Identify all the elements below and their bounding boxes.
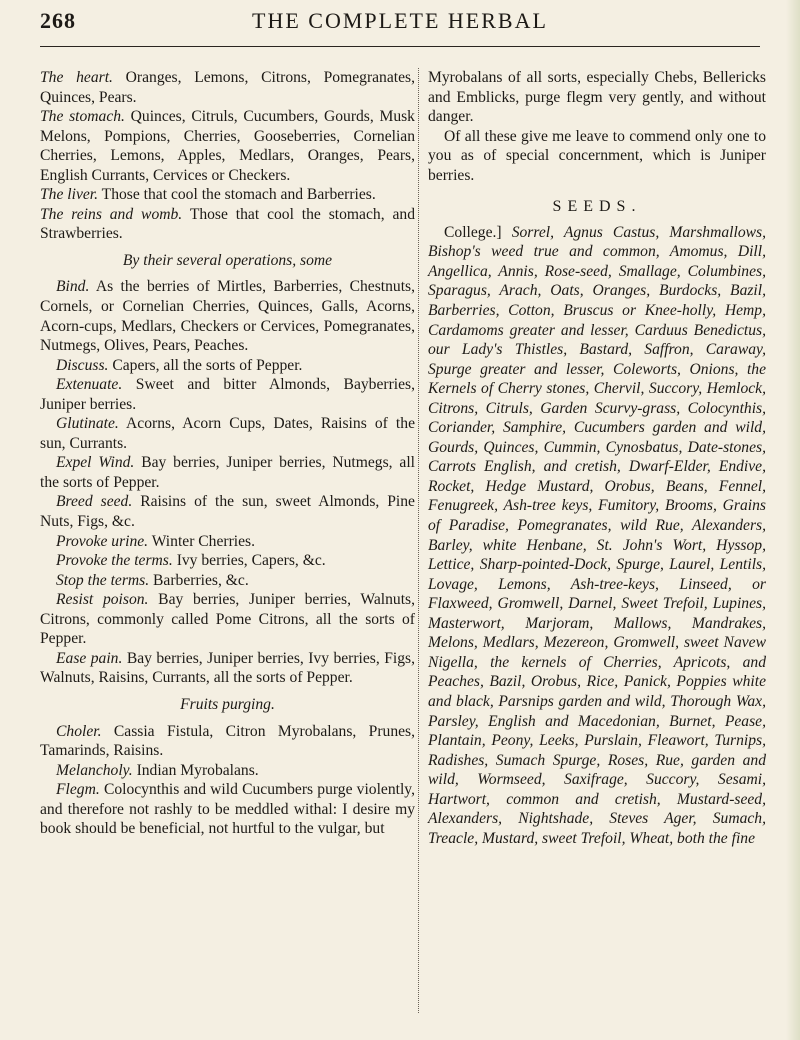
entry-melancholy: Melancholy. Indian Myrobalans. — [56, 761, 259, 779]
left-column — [40, 68, 415, 839]
entry-choler: Choler. Cassia Fistula, Citron Myrobalans, Prunes, Tamarinds, Raisins. — [40, 722, 415, 760]
entry-flegm: Flegm. Colocynthis and wild Cucumbers purge violently, and therefore not rashly to be meddled withal: I desire my book should be beneficial, not hurtful to the vulgar, but — [40, 781, 415, 838]
fruits-purging-heading: Fruits purging. — [180, 695, 275, 713]
entry-extenuate: Extenuate. Sweet and bitter Almonds, Bayberries, Juniper berries. — [40, 376, 415, 413]
entry-reins: The reins and womb. Those that cool the stomach, and Strawberries. — [40, 205, 415, 243]
entry-breed-seed: Breed seed. Raisins of the sun, sweet Almonds, Pine Nuts, Figs, &c. — [40, 493, 415, 531]
entry-stop-terms: Stop the terms. Barberries, &c. — [56, 571, 249, 589]
operations-heading: By their several operations, some — [122, 251, 333, 269]
label-reins: The reins and womb. — [40, 205, 183, 223]
page-number: 268 — [40, 8, 76, 33]
seeds-text: Sorrel, Agnus Castus, Marshmallows, Bishop's weed true and common, Amomus, Dill, Angellica, Annis, Rose-seed, Smallage, Columbines, Sparagus, Arach, Oats, Oranges, Burdocks, Bazil, Barberries, Cotton, Bruscus or Knee-holly, Hemp, Cardamoms greater and lesser, Carduus Benedictus, our Lady's Thistles, Bastard, Saffron, Caraway, Spurge greater and lesser, Coleworts, Onions, the Kernels of Cherry stones, Chervil, Succory, Hemlock, Citrons, Citruls, Garden Scurvy-grass, Colocynthis, Coriander, Samphire, Cucumbers garden and wild, Gourds, Quinces, Cummin, Cynosbatus, Date-stones, Carrots English, and cretish, Dwarf-Elder, Endive, Rocket, Hedge Mustard, Orobus, Beans, Fennel, Fenugreek, Ash-tree keys, Fumitory, Brooms, Grains of Paradise, Pomegranates, wild Rue, Alexanders, Barley, white Henbane, St. John's Wort, Hyssop, Lettice, Sharp-pointed-Dock, Spurge, Laurel, Lentils, Lovage, Lemons, Ash-tree-keys, Linseed, or Flaxweed, Gromwell, Darnel, Sweet Trefoil, Lupines, Masterwort, Marjoram, Mallows, Mandrakes, Melons, Medlars, Mezereon, Gromwell, sweet Navew Nigella, the kernels of Cherries, Apricots, and Peaches, Bazil, Orobus, Rice, Panick, Poppies white and black, Parsnips garden and wild, Thorough Wax, Parsley, English and Macedonian, Burnet, Pease, Plantain, Peony, Leeks, Purslain, Fleawort, Turnips, Radishes, Sumach Spurge, Roses, Rue, garden and wild, Wormseed, Saxifrage, Succory, Sesami, Hartwort, common and cretish, Mustard-seed, Alexanders, Nightshade, Steves Ager, Sumach, Treacle, Mustard, sweet Trefoil, Wheat, both the fine — [428, 223, 766, 847]
right-column — [428, 68, 766, 848]
myrobalans-paragraph: Myrobalans of all sorts, especially Chebs, Bellericks and Emblicks, purge flegm very gently, and without danger. — [428, 69, 766, 126]
entry-liver: The liver. Those that cool the stomach and Barberries. — [40, 186, 376, 204]
header-rule — [40, 46, 760, 47]
seeds-heading: SEEDS. — [552, 198, 642, 216]
entry-bind: Bind. As the berries of Mirtles, Barberries, Chestnuts, Cornels, or Cornelian Cherries, Quinces, Galls, Acorns, Acorn-cups, Medlars, Checkers or Cervices, Pomegranates, Nutmegs, Olives, Pears, Peaches. — [40, 278, 415, 355]
entry-heart: The heart. Oranges, Lemons, Citrons, Pomegranates, Quinces, Pears. — [40, 69, 415, 106]
entry-expel-wind: Expel Wind. Bay berries, Juniper berries, Nutmegs, all the sorts of Pepper. — [40, 454, 415, 491]
entry-ease-pain: Ease pain. Bay berries, Juniper berries, Ivy berries, Figs, Walnuts, Raisins, Currants, all the sorts of Pepper. — [40, 649, 415, 687]
seeds-list — [428, 223, 766, 849]
label-liver: The liver. — [40, 186, 99, 204]
label-heart: The heart. — [40, 69, 113, 86]
page-edge-shade — [786, 0, 800, 1040]
commend-paragraph: Of all these give me leave to commend only one to you as of special concernment, which is Juniper berries. — [428, 127, 766, 184]
entry-discuss: Discuss. Capers, all the sorts of Pepper. — [56, 356, 303, 374]
running-title: THE COMPLETE HERBAL — [252, 8, 548, 33]
entry-provoke-urine: Provoke urine. Winter Cherries. — [56, 532, 256, 550]
column-divider — [418, 68, 419, 1013]
college-label: College.] — [444, 223, 502, 241]
entry-provoke-terms: Provoke the terms. Ivy berries, Capers, &c. — [56, 552, 326, 570]
entry-resist-poison: Resist poison. Bay berries, Juniper berries, Walnuts, Citrons, commonly called Pome Citrons, all the sorts of Pepper. — [40, 591, 416, 648]
running-head — [40, 8, 760, 38]
label-stomach: The stomach. — [40, 108, 125, 126]
entry-stomach: The stomach. Quinces, Citruls, Cucumbers, Gourds, Musk Melons, Pompions, Cherries, Gooseberries, Cornelian Cherries, Lemons, Apples, Medlars, Oranges, Pears, English Currants, Cervices or Checkers. — [40, 108, 415, 184]
entry-glutinate: Glutinate. Acorns, Acorn Cups, Dates, Raisins of the sun, Currants. — [40, 415, 415, 452]
